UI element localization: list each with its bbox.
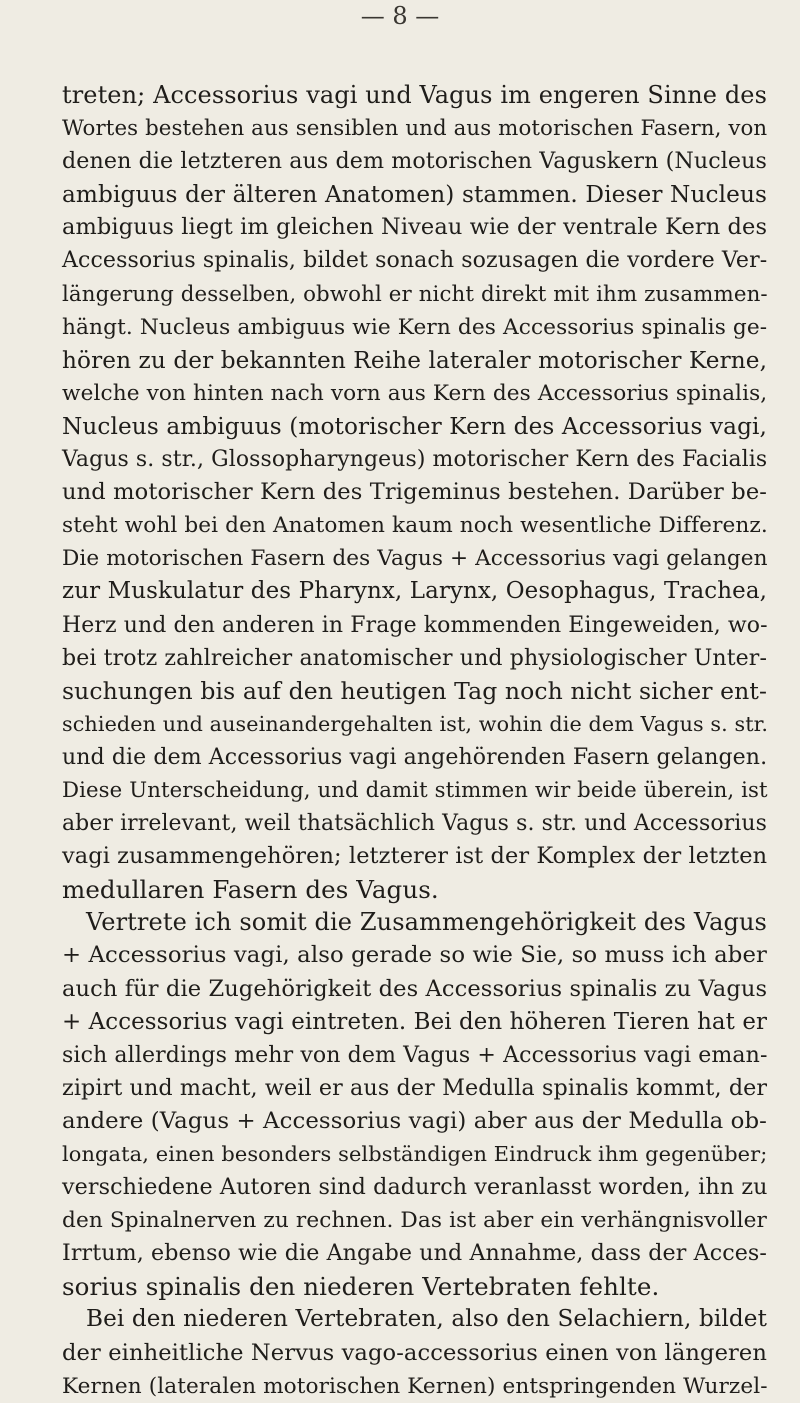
text-line: längerung desselben, obwohl er nicht direkt mit ihm zusammen- — [62, 281, 768, 307]
text-line: Die motorischen Fasern des Vagus + Accessorius vagi gelangen — [62, 546, 768, 572]
text-line: zipirt und macht, weil er aus der Medulla spinalis kommt, der — [62, 1074, 768, 1101]
text-line: + Accessorius vagi eintreten. Bei den höheren Tieren hat er — [62, 1008, 768, 1035]
text-line: und motorischer Kern des Trigeminus bestehen. Darüber be- — [62, 479, 767, 506]
text-line: Wortes bestehen aus sensiblen und aus motorischen Fasern, von — [62, 116, 768, 142]
text-line: aber irrelevant, weil thatsächlich Vagus s. str. und Accessorius — [62, 811, 767, 837]
text-line: hören zu der bekannten Reihe lateraler motorischer Kerne, — [62, 346, 768, 374]
text-line: schieden und auseinandergehalten ist, wohin die dem Vagus s. str. — [62, 711, 769, 736]
text-line: Kernen (lateralen motorischen Kernen) entspringenden Wurzel- — [62, 1373, 768, 1399]
text-line: verschiedene Autoren sind dadurch veranlasst worden, ihn zu — [62, 1174, 768, 1201]
text-line: medullaren Fasern des Vagus. — [62, 875, 439, 905]
text-line: denen die letzteren aus dem motorischen Vaguskern (Nucleus — [62, 148, 767, 175]
text-line: ambiguus der älteren Anatomen) stammen. Dieser Nucleus — [62, 181, 767, 209]
text-line: zur Muskulatur des Pharynx, Larynx, Oesophagus, Trachea, — [62, 578, 767, 605]
text-line: Irrtum, ebenso wie die Angabe und Annahme, dass der Acces- — [62, 1240, 767, 1267]
text-line: treten; Accessorius vagi und Vagus im engeren Sinne des — [62, 81, 767, 109]
text-line: den Spinalnerven zu rechnen. Das ist aber ein verhängnisvoller — [62, 1208, 767, 1234]
text-line: + Accessorius vagi, also gerade so wie Sie, so muss ich aber — [62, 942, 767, 969]
text-line: vagi zusammengehören; letzterer ist der Komplex der letzten — [62, 843, 768, 870]
text-line: andere (Vagus + Accessorius vagi) aber aus der Medulla ob- — [62, 1107, 767, 1134]
text-line: steht wohl bei den Anatomen kaum noch wesentliche Differenz. — [62, 513, 768, 539]
text-line: bei trotz zahlreicher anatomischer und physiologischer Unter- — [62, 645, 767, 671]
text-line: der einheitliche Nervus vago-accessorius einen von längeren — [62, 1339, 767, 1366]
text-line: auch für die Zugehörigkeit des Accessorius spinalis zu Vagus — [62, 975, 768, 1002]
text-line: sorius spinalis den niederen Vertebraten fehlte. — [62, 1272, 660, 1302]
page-number: — 8 — — [360, 2, 440, 30]
text-line: und die dem Accessorius vagi angehörenden Fasern gelangen. — [62, 744, 768, 770]
text-line: Bei den niederen Vertebraten, also den Selachiern, bildet — [86, 1306, 767, 1333]
text-line: Accessorius spinalis, bildet sonach sozusagen die vordere Ver- — [62, 248, 768, 274]
text-line: hängt. Nucleus ambiguus wie Kern des Accessorius spinalis ge- — [62, 314, 768, 340]
text-line: Diese Unterscheidung, und damit stimmen wir beide überein, ist — [62, 777, 768, 803]
text-line: welche von hinten nach vorn aus Kern des Accessorius spinalis, — [62, 380, 768, 406]
text-line: Herz und den anderen in Frage kommenden Eingeweiden, wo- — [62, 612, 768, 638]
text-line: Nucleus ambiguus (motorischer Kern des Accessorius vagi, — [62, 412, 767, 440]
text-line: longata, einen besonders selbständigen Eindruck ihm gegenüber; — [62, 1142, 768, 1166]
text-line: Vagus s. str., Glossopharyngeus) motorischer Kern des Facialis — [62, 447, 768, 473]
text-line: sich allerdings mehr von dem Vagus + Accessorius vagi eman- — [62, 1042, 768, 1068]
text-line: ambiguus liegt im gleichen Niveau wie der ventrale Kern des — [62, 214, 768, 241]
body-text — [62, 79, 767, 1403]
text-line: suchungen bis auf den heutigen Tag noch nicht sicher ent- — [62, 676, 767, 705]
text-line: Vertrete ich somit die Zusammengehörigkeit des Vagus — [86, 908, 767, 937]
